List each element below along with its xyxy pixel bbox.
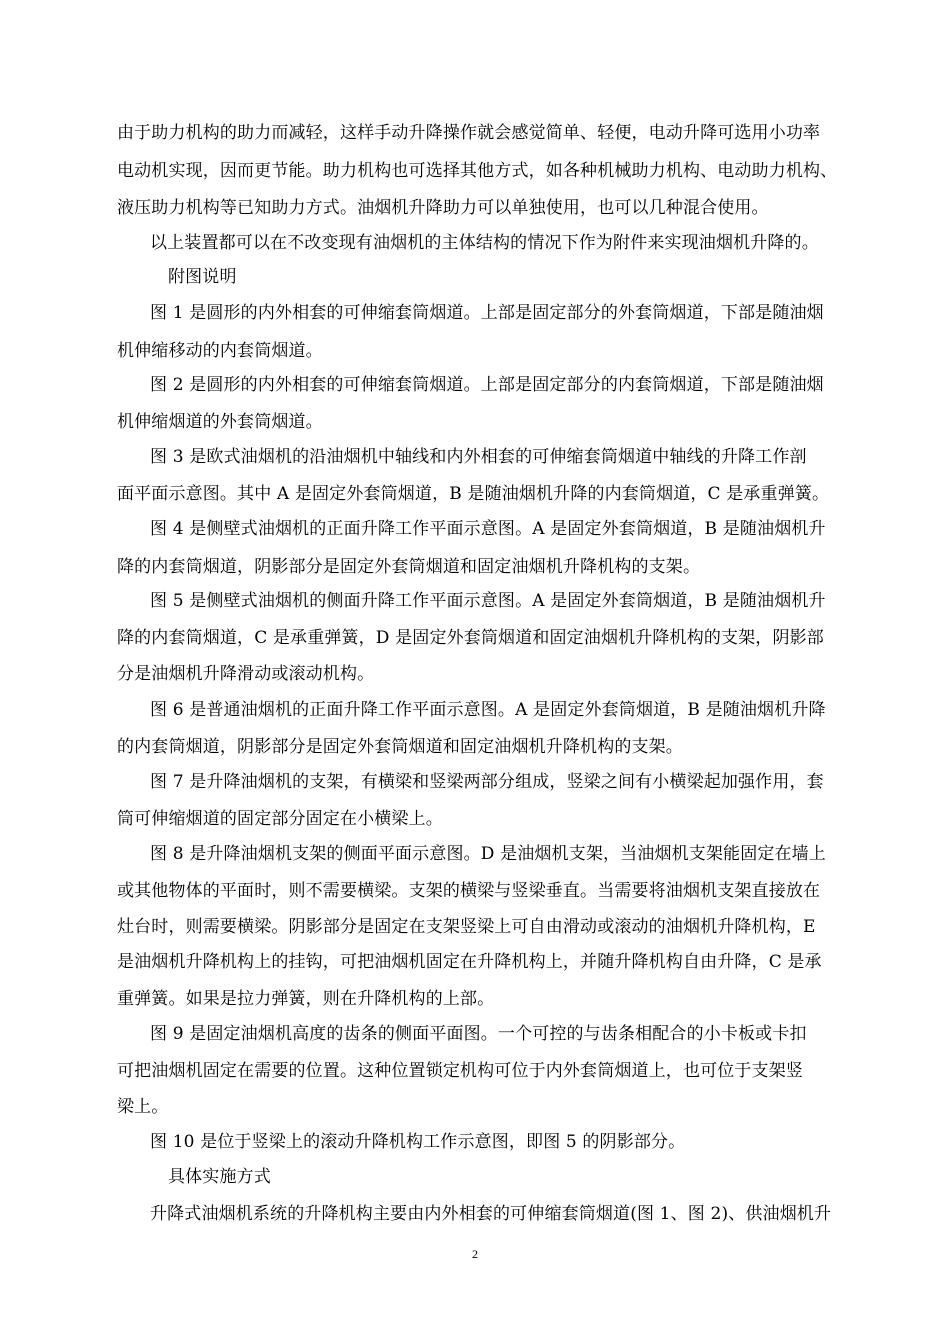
page-number: 2: [472, 1247, 478, 1261]
text-line: 图 3 是欧式油烟机的沿油烟机中轴线和内外相套的可伸缩套筒烟道中轴线的升降工作剖: [150, 447, 807, 467]
text-line: 梁上。: [117, 1097, 169, 1117]
text-line: 分是油烟机升降滑动或滚动机构。: [117, 664, 375, 684]
section-heading-figures: 附图说明: [168, 267, 237, 287]
text-line: 图 1 是圆形的内外相套的可伸缩套筒烟道。上部是固定部分的外套筒烟道，下部是随油烟: [150, 303, 824, 323]
text-line: 图 9 是固定油烟机高度的齿条的侧面平面图。一个可控的与齿条相配合的小卡板或卡扣: [150, 1024, 807, 1044]
text-line: 以上装置都可以在不改变现有油烟机的主体结构的情况下作为附件来实现油烟机升降的。: [150, 233, 819, 253]
text-line: 图 10 是位于竖梁上的滚动升降机构工作示意图，即图 5 的阴影部分。: [150, 1132, 686, 1152]
text-line: 图 8 是升降油烟机支架的侧面平面示意图。D 是油烟机支架，当油烟机支架能固定在墙上: [150, 844, 826, 864]
text-line: 机伸缩烟道的外套筒烟道。: [117, 412, 323, 432]
text-line: 可把油烟机固定在需要的位置。这种位置锁定机构可位于内外套筒烟道上，也可位于支架竖: [117, 1061, 803, 1081]
text-line: 升降式油烟机系统的升降机构主要由内外相套的可伸缩套筒烟道(图 1、图 2)、供油烟机升: [150, 1204, 832, 1224]
text-line: 或其他物体的平面时，则不需要横梁。支架的横梁与竖梁垂直。当需要将油烟机支架直接放在: [117, 881, 821, 901]
text-line: 降的内套筒烟道，C 是承重弹簧，D 是固定外套筒烟道和固定油烟机升降机构的支架，阴影部: [117, 628, 824, 648]
text-line: 降的内套筒烟道，阴影部分是固定外套筒烟道和固定油烟机升降机构的支架。: [117, 557, 701, 577]
text-line: 图 2 是圆形的内外相套的可伸缩套筒烟道。上部是固定部分的内套筒烟道，下部是随油烟: [150, 375, 824, 395]
text-line: 机伸缩移动的内套筒烟道。: [117, 341, 323, 361]
text-line: 灶台时，则需要横梁。阴影部分是固定在支架竖梁上可自由滑动或滚动的油烟机升降机构，E: [117, 917, 816, 937]
text-line: 图 7 是升降油烟机的支架，有横梁和竖梁两部分组成，竖梁之间有小横梁起加强作用，套: [150, 772, 824, 792]
text-line: 由于助力机构的助力而减轻，这样手动升降操作就会感觉简单、轻便，电动升降可选用小功率: [117, 123, 821, 143]
text-line: 重弹簧。如果是拉力弹簧，则在升降机构的上部。: [117, 989, 495, 1009]
text-line: 面平面示意图。其中 A 是固定外套筒烟道，B 是随油烟机升降的内套筒烟道，C 是承重弹簧。: [117, 484, 830, 504]
text-line: 图 6 是普通油烟机的正面升降工作平面示意图。A 是固定外套筒烟道，B 是随油烟机升降: [150, 700, 826, 720]
text-line: 液压助力机构等已知助力方式。油烟机升降助力可以单独使用，也可以几种混合使用。: [117, 198, 769, 218]
text-line: 图 5 是侧壁式油烟机的侧面升降工作平面示意图。A 是固定外套筒烟道，B 是随油烟机升: [150, 591, 826, 611]
text-line: 图 4 是侧壁式油烟机的正面升降工作平面示意图。A 是固定外套筒烟道，B 是随油烟机升: [150, 519, 826, 539]
section-heading-embodiment: 具体实施方式: [168, 1167, 271, 1187]
text-line: 筒可伸缩烟道的固定部分固定在小横梁上。: [117, 809, 443, 829]
text-line: 电动机实现，因而更节能。助力机构也可选择其他方式，如各种机械助力机构、电动助力机构、: [117, 161, 838, 181]
text-line: 的内套筒烟道，阴影部分是固定外套筒烟道和固定油烟机升降机构的支架。: [117, 737, 683, 757]
text-line: 是油烟机升降机构上的挂钩，可把油烟机固定在升降机构上，并随升降机构自由升降，C 是承: [117, 952, 822, 972]
